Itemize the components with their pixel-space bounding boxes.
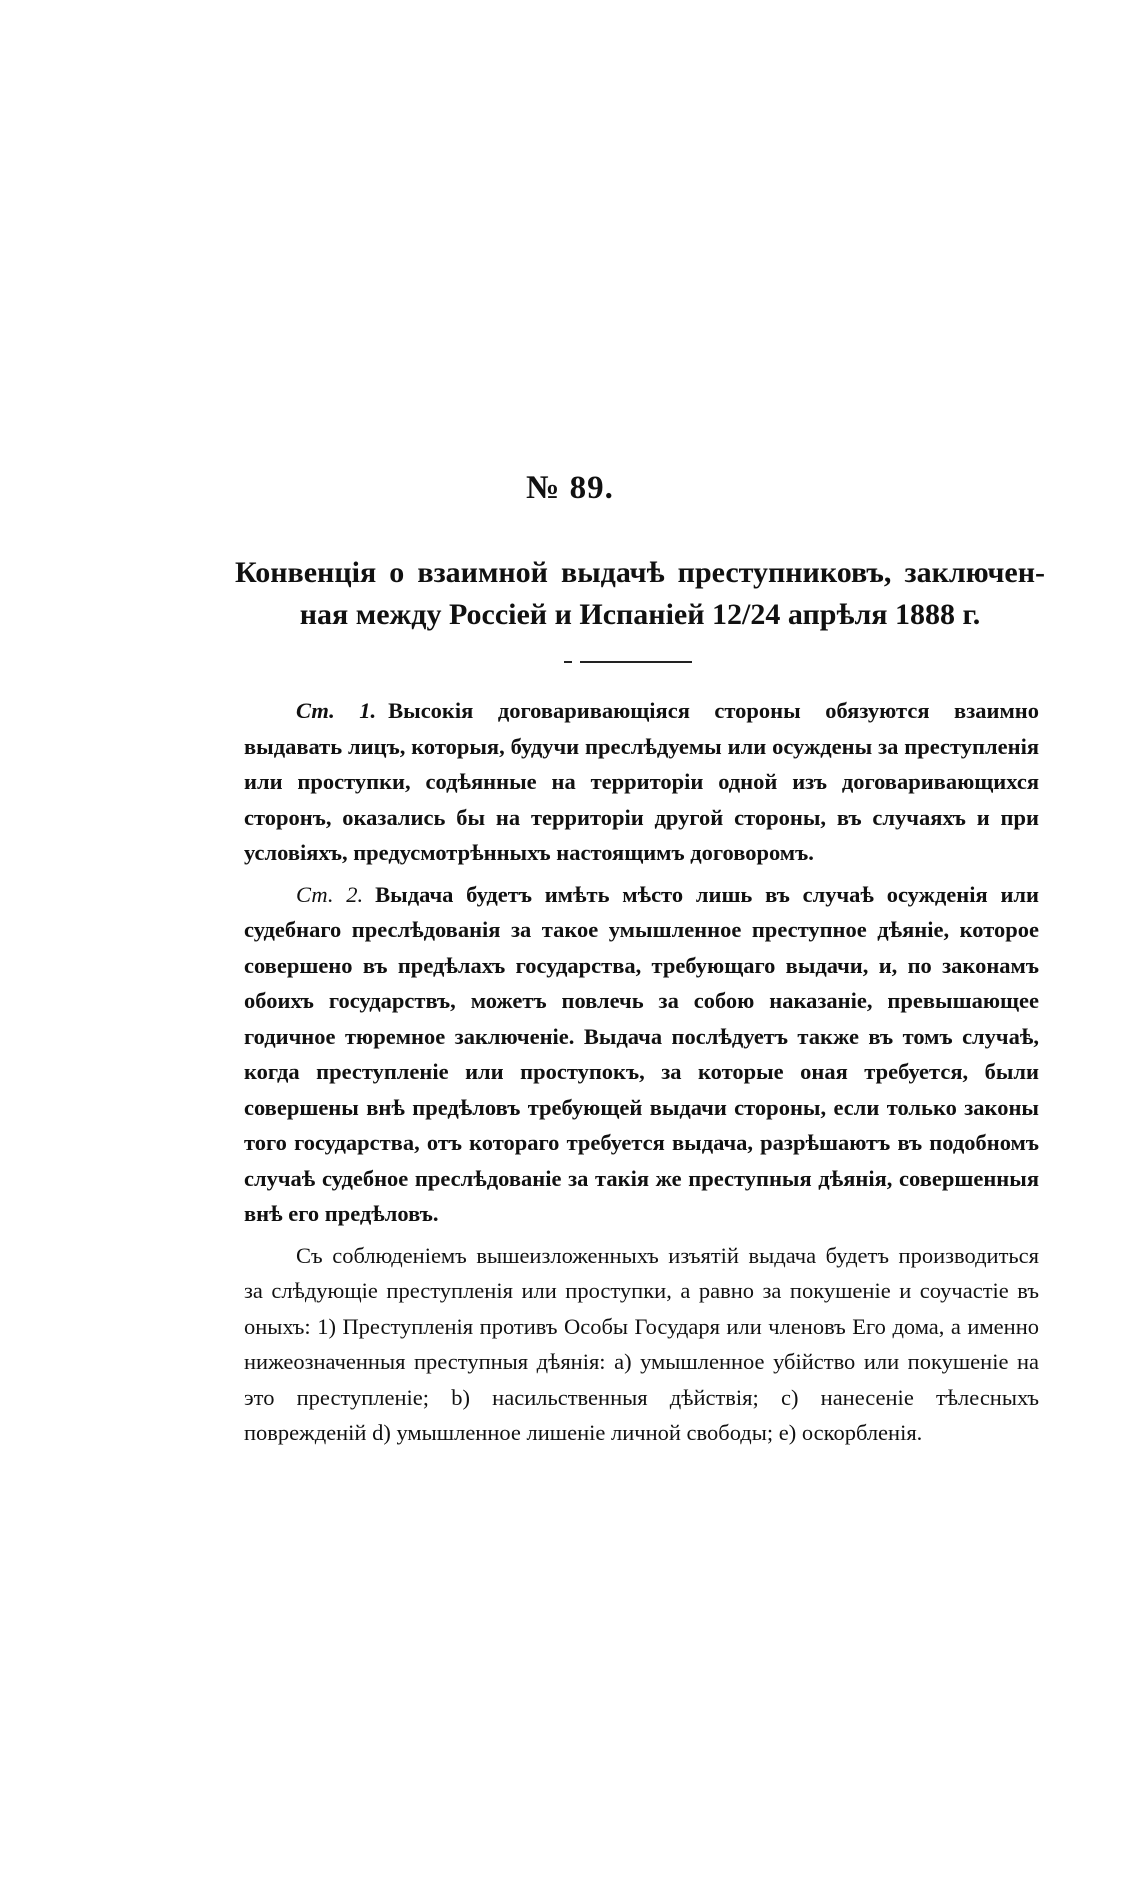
article-1-label: Ст. 1. <box>296 698 377 723</box>
divider-dot <box>564 661 572 663</box>
closing-paragraph: Съ соблюденіемъ вышеизложенныхъ изъятій выдача будетъ производиться за слѣдующіе преступленія или проступки, а равно за покушеніе и соучастіе въ оныхъ: 1) Преступленія противъ Особы Государя или членовъ Его дома, а именно нижеозначенныя преступныя дѣянія: a) умышленное убійство или покушеніе на это преступленіе; b) насильственныя дѣйствія; c) нанесеніе тѣлесныхъ поврежденій d) умышленное лишеніе личной свободы; e) оскорбленія. <box>244 1242 1039 1445</box>
article-1-text: Высокія договаривающіяся стороны обязуются взаимно выдавать лицъ, которыя, будучи преслѣдуемы или осуждены за преступленія или проступки, содѣянные на территоріи одной изъ договаривающихся сторонъ, оказались бы на территоріи другой стороны, въ случаяхъ и при условіяхъ, предусмотрѣнныхъ настоящимъ договоромъ. <box>244 698 1039 865</box>
title-line-1: Конвенція о взаимной выдачѣ преступниковъ, заключен- <box>235 556 1045 589</box>
title-line-2: ная между Россіей и Испаніей 12/24 апрѣля 1888 г. <box>299 598 981 631</box>
article-2 <box>244 877 1039 1232</box>
document-title <box>235 552 1045 636</box>
section-divider <box>580 661 692 663</box>
document-number: № 89. <box>526 470 614 506</box>
document-body <box>244 693 1039 1457</box>
article-2-label: Ст. 2. <box>296 881 364 907</box>
article-1 <box>244 693 1039 871</box>
article-2-text: Выдача будетъ имѣть мѣсто лишь въ случаѣ осужденія или судебнаго преслѣдованія за такое умышленное преступное дѣяніе, которое совершено въ предѣлахъ государства, требующаго выдачи, и, по законамъ обоихъ государствъ, можетъ повлечь за собою наказаніе, превышающее годичное тюремное заключеніе. Выдача послѣдуетъ также въ томъ случаѣ, когда преступленіе или проступокъ, за которые оная требуется, были совершены внѣ предѣловъ требующей выдачи стороны, если только законы того государства, отъ котораго требуется выдача, разрѣшаютъ въ подобномъ случаѣ судебное преслѣдованіе за такія же преступныя дѣянія, совершенныя внѣ его предѣловъ. <box>244 881 1039 1226</box>
